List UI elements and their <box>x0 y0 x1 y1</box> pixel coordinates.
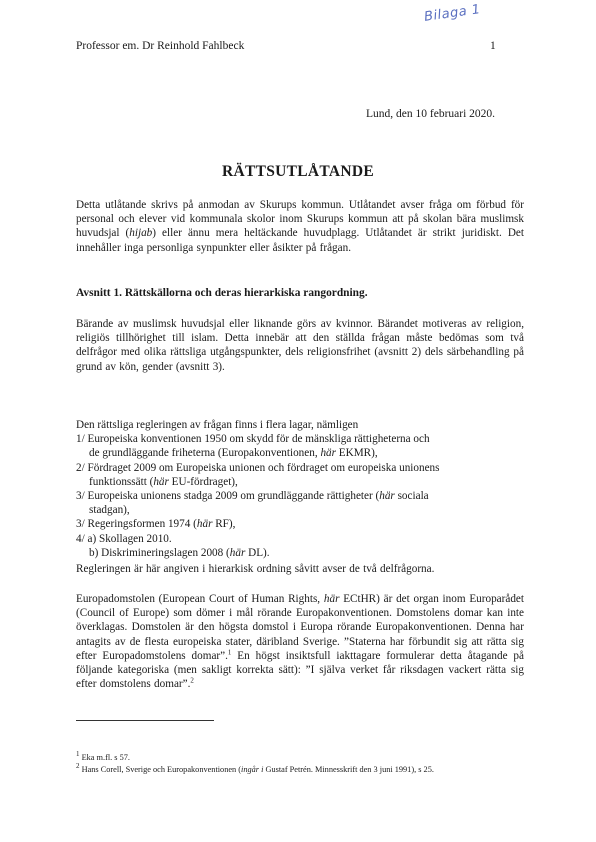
attachment-stamp: Bilaga 1 <box>423 2 482 25</box>
footnote-ref[interactable]: 1 <box>227 648 232 657</box>
laws-list <box>76 418 526 560</box>
document-date: Lund, den 10 februari 2020. <box>366 108 496 120</box>
court-paragraph: Europadomstolen (European Court of Human Rights, här ECtHR) är det organ inom Europarådet (Council of Europe) som dömer i mål rörande Europakonventionen. Domstolens domar kan inte överklagas. Domstolen är den högsta domstol i Europa rörande Europakonventionen. Denna har antagits av de flesta europeiska stater, däribland Sverige. ”Staterna har förbundit sig att rätta sig efter Europadomstolens domar”.$^1$ En högst insiktsfull iakttagare formulerar detta åtagande på följande kategoriska (men sakligt korrekta sätt): ”I själva verket får riksdagen vackert rätta sig efter domstolens domar”.$^2$ <box>76 593 524 691</box>
footnote-1: $^1$ Eka m.fl. s 57. <box>76 750 130 762</box>
footnote-2: $^2$ Hans Corell, Sverige och Europakonventionen (ingår i Gustaf Petrén. Minnesskrift den 3 juni 1991), s 25. <box>76 762 434 774</box>
list-item: 4/ a) Skollagen 2010. <box>76 532 172 545</box>
ordering-paragraph: Regleringen är här angiven i hierarkisk ordning såvitt avser de två delfrågorna. <box>76 563 435 575</box>
section-1-heading: Avsnitt 1. Rättskällorna och deras hierarkiska rangordning. <box>76 287 368 299</box>
list-item: 1/ Europeiska konventionen 1950 om skydd för de mänskliga rättigheterna och <box>76 433 430 446</box>
page-number: 1 <box>490 40 496 52</box>
list-item: b) Diskrimineringslagen 2008 (här DL). <box>89 546 270 559</box>
list-item: 3/ Europeiska unionens stadga 2009 om grundläggande rättigheter (här sociala <box>76 490 429 503</box>
document-title: RÄTTSUTLÅTANDE <box>221 163 375 180</box>
list-item-continuation: funktionssätt (här EU-fördraget), <box>89 475 238 488</box>
list-item: 3/ Regeringsformen 1974 (här RF), <box>76 518 236 531</box>
list-item: 2/ Fördraget 2009 om Europeiska unionen och fördraget om europeiska unionens <box>76 461 440 474</box>
laws-intro: Den rättsliga regleringen av frågan finns i flera lagar, nämligen <box>76 419 359 431</box>
header-author: Professor em. Dr Reinhold Fahlbeck <box>76 40 245 52</box>
list-item-continuation: stadgan), <box>89 504 130 517</box>
footnote-divider <box>76 720 214 721</box>
section-1-paragraph: Bärande av muslimsk huvudsjal eller liknande görs av kvinnor. Bärandet motiveras av religion, religiös tillhörighet till islam. Detta innebär att den ställda frågan måste bedömas som två delfrågor med olika rättsliga utgångspunkter, dels religionsfrihet (avsnitt 2) dels särbehandling på grund av kön, gender (avsnitt 3). <box>76 318 524 373</box>
footnote-ref[interactable]: 2 <box>190 676 194 685</box>
intro-paragraph: Detta utlåtande skrivs på anmodan av Skurups kommun. Utlåtandet avser fråga om förbud för personal och elever vid kommunala skolor inom Skurups kommun att på skolan bära muslimsk huvudsjal (hijab) eller ännu mera heltäckande huvudplagg. Utlåtandet är strikt juridiskt. Det innehåller inga personliga synpunkter eller åsikter på frågan. <box>76 199 524 254</box>
list-item-continuation: de grundläggande friheterna (Europakonventionen, här EKMR), <box>89 447 378 460</box>
